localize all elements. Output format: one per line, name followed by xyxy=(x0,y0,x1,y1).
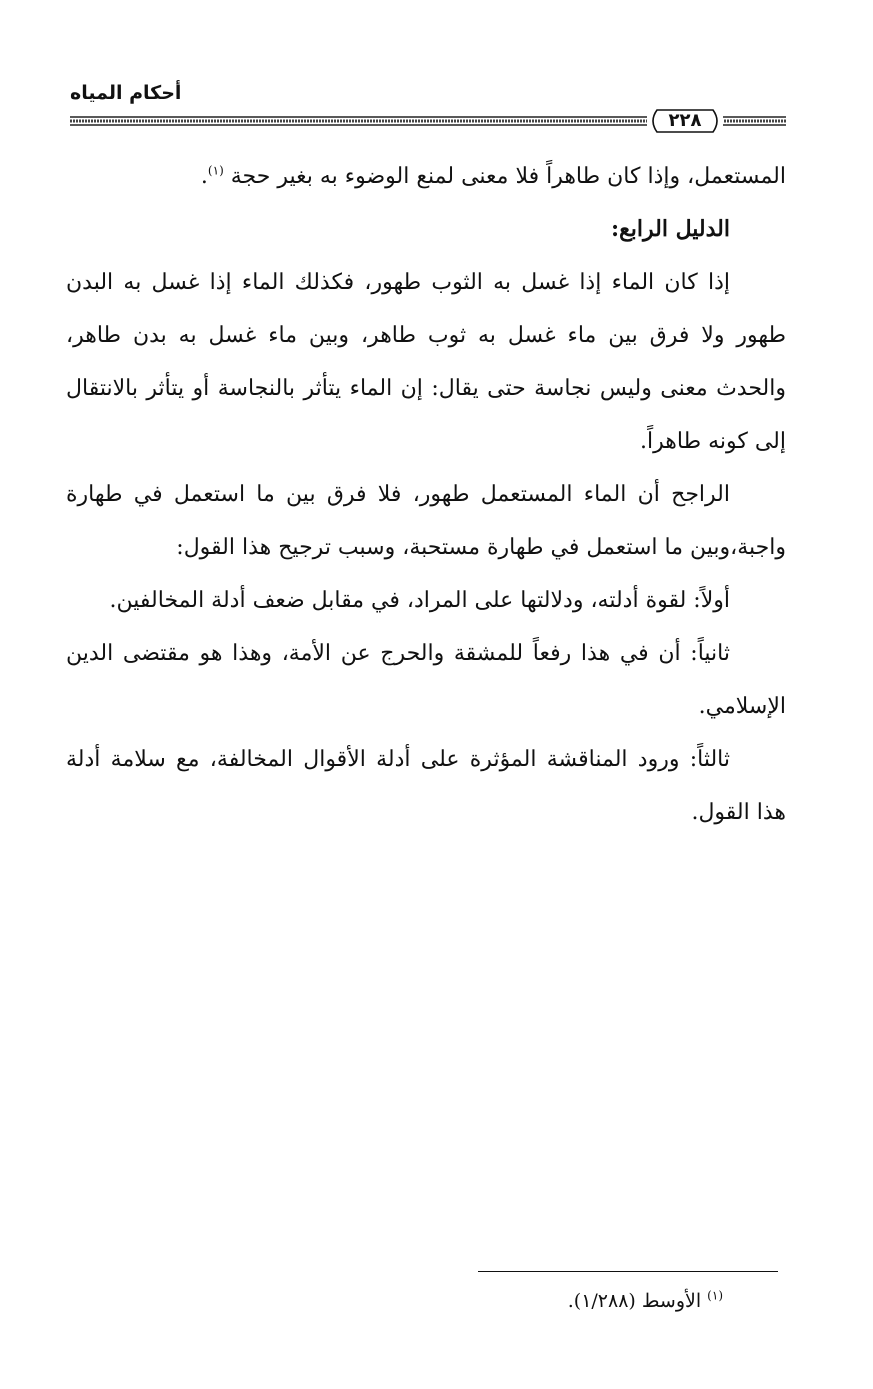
main-text xyxy=(66,150,786,839)
paragraph-1 xyxy=(66,150,786,203)
footnote-marker: (١) xyxy=(707,1288,723,1303)
footnote-text: الأوسط (١/٢٨٨). xyxy=(567,1290,708,1312)
paragraph-6: ثالثاً: ورود المناقشة المؤثرة على أدلة الأقوال المخالفة، مع سلامة أدلة هذا القول. xyxy=(66,747,786,825)
paragraph-5: ثانياً: أن في هذا رفعاً للمشقة والحرج عن الأمة، وهذا هو مقتضى الدين الإسلامي. xyxy=(66,641,786,719)
page-number xyxy=(647,108,723,134)
paragraph-4: أولاً: لقوة أدلته، ودلالتها على المراد، في مقابل ضعف أدلة المخالفين. xyxy=(109,588,730,613)
paragraph-1-end: . xyxy=(200,164,208,189)
paragraph-2: إذا كان الماء إذا غسل به الثوب طهور، فكذلك الماء إذا غسل به البدن طهور ولا فرق بين ماء غسل به ثوب طاهر، وبين ماء غسل به بدن طاهر، والحدث معنى وليس نجاسة حتى يقال: إن الماء يتأثر بالنجاسة أو يتأثر بالانتقال إلى كونه طاهراً. xyxy=(66,270,786,454)
book-title: أحكام المياه xyxy=(70,82,182,104)
footnote-ref: (١) xyxy=(207,163,224,178)
section-heading: الدليل الرابع: xyxy=(610,216,730,242)
paragraph-1-text: المستعمل، وإذا كان طاهراً فلا معنى لمنع الوضوء به بغير حجة xyxy=(223,164,786,189)
page-number-text: ٢٢٨ xyxy=(668,110,702,131)
footnote-separator xyxy=(478,1271,778,1272)
footnote xyxy=(568,1290,723,1312)
paragraph-3: الراجح أن الماء المستعمل طهور، فلا فرق بين ما استعمل في طهارة واجبة،وبين ما استعمل في طهارة مستحبة، وسبب ترجيح هذا القول: xyxy=(66,482,786,560)
